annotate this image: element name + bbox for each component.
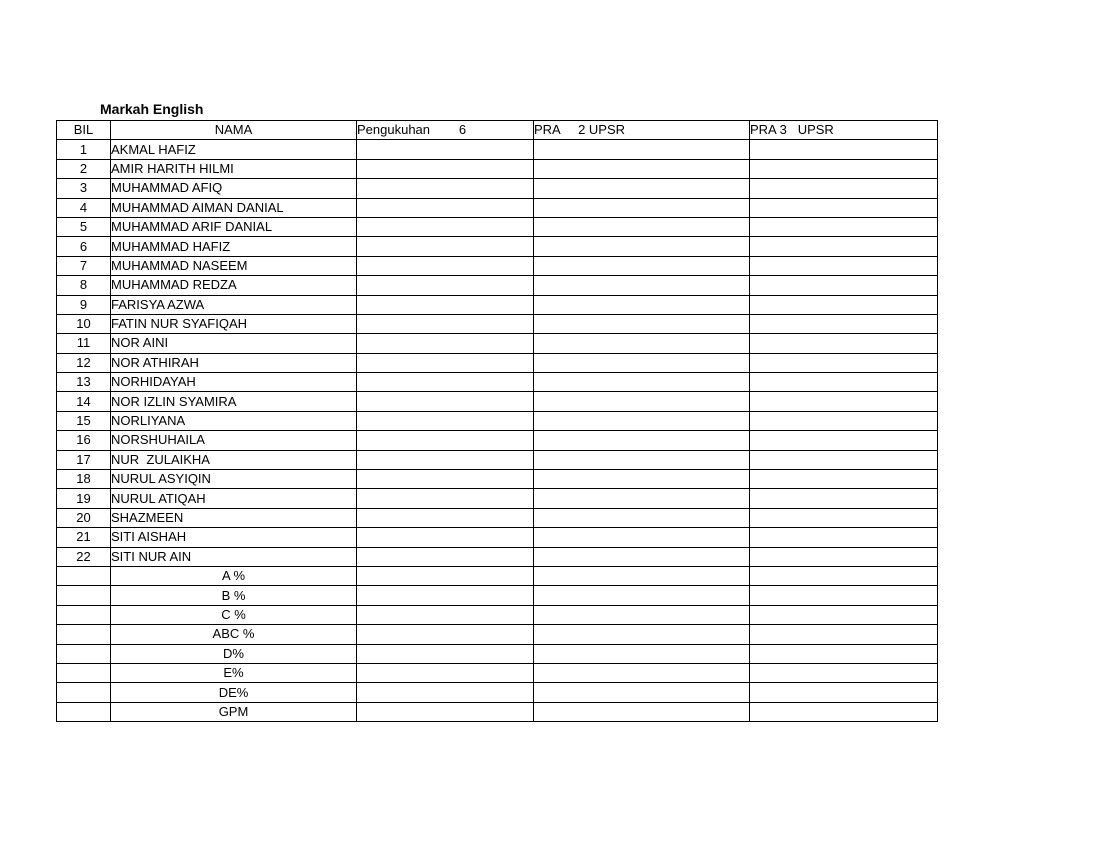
pengukuhan-mark-cell[interactable] — [357, 411, 534, 430]
pra2-summary-cell[interactable] — [534, 683, 750, 702]
student-bil: 19 — [57, 489, 111, 508]
pra3-mark-cell[interactable] — [750, 198, 938, 217]
summary-row — [57, 683, 938, 702]
summary-row — [57, 605, 938, 624]
pengukuhan-mark-cell[interactable] — [357, 334, 534, 353]
summary-row — [57, 586, 938, 605]
student-bil: 15 — [57, 411, 111, 430]
student-name: FATIN NUR SYAFIQAH — [111, 314, 357, 333]
pengukuhan-summary-cell[interactable] — [357, 644, 534, 663]
student-name: MUHAMMAD NASEEM — [111, 256, 357, 275]
summary-label: E% — [111, 663, 357, 682]
table-row — [57, 508, 938, 527]
student-name: NORLIYANA — [111, 411, 357, 430]
pra3-mark-cell[interactable] — [750, 295, 938, 314]
summary-row — [57, 663, 938, 682]
pengukuhan-mark-cell[interactable] — [357, 489, 534, 508]
pra3-summary-cell[interactable] — [750, 683, 938, 702]
pra2-summary-cell[interactable] — [534, 586, 750, 605]
pra2-mark-cell[interactable] — [534, 528, 750, 547]
pengukuhan-summary-cell[interactable] — [357, 625, 534, 644]
student-bil: 6 — [57, 237, 111, 256]
summary-row — [57, 644, 938, 663]
pra2-mark-cell[interactable] — [534, 450, 750, 469]
student-name: AMIR HARITH HILMI — [111, 159, 357, 178]
pra3-summary-cell[interactable] — [750, 625, 938, 644]
student-bil: 9 — [57, 295, 111, 314]
summary-bil-cell — [57, 663, 111, 682]
pengukuhan-mark-cell[interactable] — [357, 508, 534, 527]
pra2-mark-cell[interactable] — [534, 198, 750, 217]
pengukuhan-mark-cell[interactable] — [357, 373, 534, 392]
summary-bil-cell — [57, 586, 111, 605]
summary-row — [57, 702, 938, 721]
table-row — [57, 314, 938, 333]
pra2-mark-cell[interactable] — [534, 470, 750, 489]
table-row — [57, 489, 938, 508]
student-name: NOR ATHIRAH — [111, 353, 357, 372]
pra3-mark-cell[interactable] — [750, 334, 938, 353]
pra2-mark-cell[interactable] — [534, 140, 750, 159]
pra2-mark-cell[interactable] — [534, 159, 750, 178]
pra2-summary-cell[interactable] — [534, 663, 750, 682]
pra2-summary-cell[interactable] — [534, 605, 750, 624]
student-name: SITI NUR AIN — [111, 547, 357, 566]
pra3-mark-cell[interactable] — [750, 237, 938, 256]
pra3-mark-cell[interactable] — [750, 140, 938, 159]
pra2-mark-cell[interactable] — [534, 373, 750, 392]
student-bil: 8 — [57, 276, 111, 295]
pengukuhan-summary-cell[interactable] — [357, 605, 534, 624]
table-row — [57, 334, 938, 353]
pengukuhan-mark-cell[interactable] — [357, 547, 534, 566]
summary-bil-cell — [57, 566, 111, 585]
header-row — [57, 121, 938, 140]
table-row — [57, 547, 938, 566]
pengukuhan-mark-cell[interactable] — [357, 198, 534, 217]
student-name: NORHIDAYAH — [111, 373, 357, 392]
pra2-summary-cell[interactable] — [534, 702, 750, 721]
summary-bil-cell — [57, 644, 111, 663]
pra3-mark-cell[interactable] — [750, 179, 938, 198]
student-name: MUHAMMAD AFIQ — [111, 179, 357, 198]
pra2-mark-cell[interactable] — [534, 295, 750, 314]
student-name: FARISYA AZWA — [111, 295, 357, 314]
student-bil: 3 — [57, 179, 111, 198]
pra2-mark-cell[interactable] — [534, 179, 750, 198]
pengukuhan-mark-cell[interactable] — [357, 431, 534, 450]
table-row — [57, 179, 938, 198]
student-name: NORSHUHAILA — [111, 431, 357, 450]
pengukuhan-mark-cell[interactable] — [357, 295, 534, 314]
summary-label: D% — [111, 644, 357, 663]
table-row — [57, 276, 938, 295]
student-name: AKMAL HAFIZ — [111, 140, 357, 159]
student-name: SITI AISHAH — [111, 528, 357, 547]
pra3-summary-cell[interactable] — [750, 663, 938, 682]
student-bil: 11 — [57, 334, 111, 353]
summary-label: ABC % — [111, 625, 357, 644]
table-row — [57, 450, 938, 469]
pengukuhan-mark-cell[interactable] — [357, 140, 534, 159]
pra2-mark-cell[interactable] — [534, 217, 750, 236]
student-bil: 5 — [57, 217, 111, 236]
table-row — [57, 159, 938, 178]
student-bil: 2 — [57, 159, 111, 178]
header-pra3: PRA 3 UPSR — [750, 121, 938, 140]
summary-label: GPM — [111, 702, 357, 721]
table-row — [57, 470, 938, 489]
table-row — [57, 140, 938, 159]
summary-label: A % — [111, 566, 357, 585]
student-bil: 12 — [57, 353, 111, 372]
pra3-mark-cell[interactable] — [750, 256, 938, 275]
pengukuhan-mark-cell[interactable] — [357, 276, 534, 295]
pra3-mark-cell[interactable] — [750, 489, 938, 508]
pra2-mark-cell[interactable] — [534, 334, 750, 353]
table-row — [57, 217, 938, 236]
student-name: NOR IZLIN SYAMIRA — [111, 392, 357, 411]
header-pengukuhan: Pengukuhan 6 — [357, 121, 534, 140]
student-bil: 10 — [57, 314, 111, 333]
pra3-summary-cell[interactable] — [750, 702, 938, 721]
student-bil: 18 — [57, 470, 111, 489]
pra3-summary-cell[interactable] — [750, 644, 938, 663]
pra3-summary-cell[interactable] — [750, 605, 938, 624]
student-name: MUHAMMAD AIMAN DANIAL — [111, 198, 357, 217]
table-row — [57, 373, 938, 392]
table-row — [57, 411, 938, 430]
student-name: SHAZMEEN — [111, 508, 357, 527]
pengukuhan-mark-cell[interactable] — [357, 392, 534, 411]
table-row — [57, 237, 938, 256]
pengukuhan-summary-cell[interactable] — [357, 683, 534, 702]
student-name: MUHAMMAD ARIF DANIAL — [111, 217, 357, 236]
pra3-mark-cell[interactable] — [750, 373, 938, 392]
pra3-mark-cell[interactable] — [750, 431, 938, 450]
pengukuhan-mark-cell[interactable] — [357, 159, 534, 178]
pra2-mark-cell[interactable] — [534, 489, 750, 508]
pra2-mark-cell[interactable] — [534, 353, 750, 372]
summary-bil-cell — [57, 605, 111, 624]
student-name: MUHAMMAD REDZA — [111, 276, 357, 295]
pengukuhan-mark-cell[interactable] — [357, 450, 534, 469]
student-bil: 16 — [57, 431, 111, 450]
summary-label: B % — [111, 586, 357, 605]
marks-table-body — [57, 121, 938, 722]
table-row — [57, 198, 938, 217]
student-name: NOR AINI — [111, 334, 357, 353]
pra2-mark-cell[interactable] — [534, 392, 750, 411]
pra3-mark-cell[interactable] — [750, 314, 938, 333]
pra2-mark-cell[interactable] — [534, 431, 750, 450]
pra3-mark-cell[interactable] — [750, 353, 938, 372]
pengukuhan-mark-cell[interactable] — [357, 237, 534, 256]
header-nama: NAMA — [111, 121, 357, 140]
student-bil: 1 — [57, 140, 111, 159]
student-bil: 4 — [57, 198, 111, 217]
table-row — [57, 353, 938, 372]
pra3-mark-cell[interactable] — [750, 528, 938, 547]
pra3-mark-cell[interactable] — [750, 411, 938, 430]
marks-table — [56, 120, 938, 722]
summary-row — [57, 625, 938, 644]
pengukuhan-mark-cell[interactable] — [357, 528, 534, 547]
student-bil: 21 — [57, 528, 111, 547]
pra3-mark-cell[interactable] — [750, 470, 938, 489]
summary-bil-cell — [57, 702, 111, 721]
pra3-mark-cell[interactable] — [750, 450, 938, 469]
summary-label: C % — [111, 605, 357, 624]
header-bil: BIL — [57, 121, 111, 140]
sheet-title: Markah English — [100, 101, 204, 117]
student-bil: 14 — [57, 392, 111, 411]
header-pra2: PRA 2 UPSR — [534, 121, 750, 140]
pra3-summary-cell[interactable] — [750, 566, 938, 585]
table-row — [57, 528, 938, 547]
student-bil: 20 — [57, 508, 111, 527]
summary-bil-cell — [57, 683, 111, 702]
student-name: NURUL ATIQAH — [111, 489, 357, 508]
pra2-mark-cell[interactable] — [534, 256, 750, 275]
summary-label: DE% — [111, 683, 357, 702]
student-bil: 17 — [57, 450, 111, 469]
summary-row — [57, 566, 938, 585]
pengukuhan-mark-cell[interactable] — [357, 179, 534, 198]
pra3-mark-cell[interactable] — [750, 547, 938, 566]
pra2-mark-cell[interactable] — [534, 508, 750, 527]
pra2-mark-cell[interactable] — [534, 547, 750, 566]
pra2-mark-cell[interactable] — [534, 237, 750, 256]
pra3-summary-cell[interactable] — [750, 586, 938, 605]
table-row — [57, 295, 938, 314]
summary-bil-cell — [57, 625, 111, 644]
pengukuhan-summary-cell[interactable] — [357, 586, 534, 605]
pengukuhan-summary-cell[interactable] — [357, 663, 534, 682]
pra2-mark-cell[interactable] — [534, 314, 750, 333]
pra3-mark-cell[interactable] — [750, 508, 938, 527]
student-name: NURUL ASYIQIN — [111, 470, 357, 489]
table-row — [57, 256, 938, 275]
pra3-mark-cell[interactable] — [750, 276, 938, 295]
pengukuhan-summary-cell[interactable] — [357, 702, 534, 721]
student-bil: 7 — [57, 256, 111, 275]
pengukuhan-mark-cell[interactable] — [357, 470, 534, 489]
pengukuhan-mark-cell[interactable] — [357, 217, 534, 236]
student-name: NUR ZULAIKHA — [111, 450, 357, 469]
pengukuhan-mark-cell[interactable] — [357, 314, 534, 333]
pra3-mark-cell[interactable] — [750, 392, 938, 411]
table-row — [57, 392, 938, 411]
pra2-summary-cell[interactable] — [534, 625, 750, 644]
pra2-mark-cell[interactable] — [534, 411, 750, 430]
student-bil: 22 — [57, 547, 111, 566]
pra2-summary-cell[interactable] — [534, 566, 750, 585]
pra2-summary-cell[interactable] — [534, 644, 750, 663]
pengukuhan-mark-cell[interactable] — [357, 256, 534, 275]
pra3-mark-cell[interactable] — [750, 217, 938, 236]
student-bil: 13 — [57, 373, 111, 392]
pengukuhan-mark-cell[interactable] — [357, 353, 534, 372]
student-name: MUHAMMAD HAFIZ — [111, 237, 357, 256]
table-row — [57, 431, 938, 450]
pra3-mark-cell[interactable] — [750, 159, 938, 178]
pengukuhan-summary-cell[interactable] — [357, 566, 534, 585]
pra2-mark-cell[interactable] — [534, 276, 750, 295]
